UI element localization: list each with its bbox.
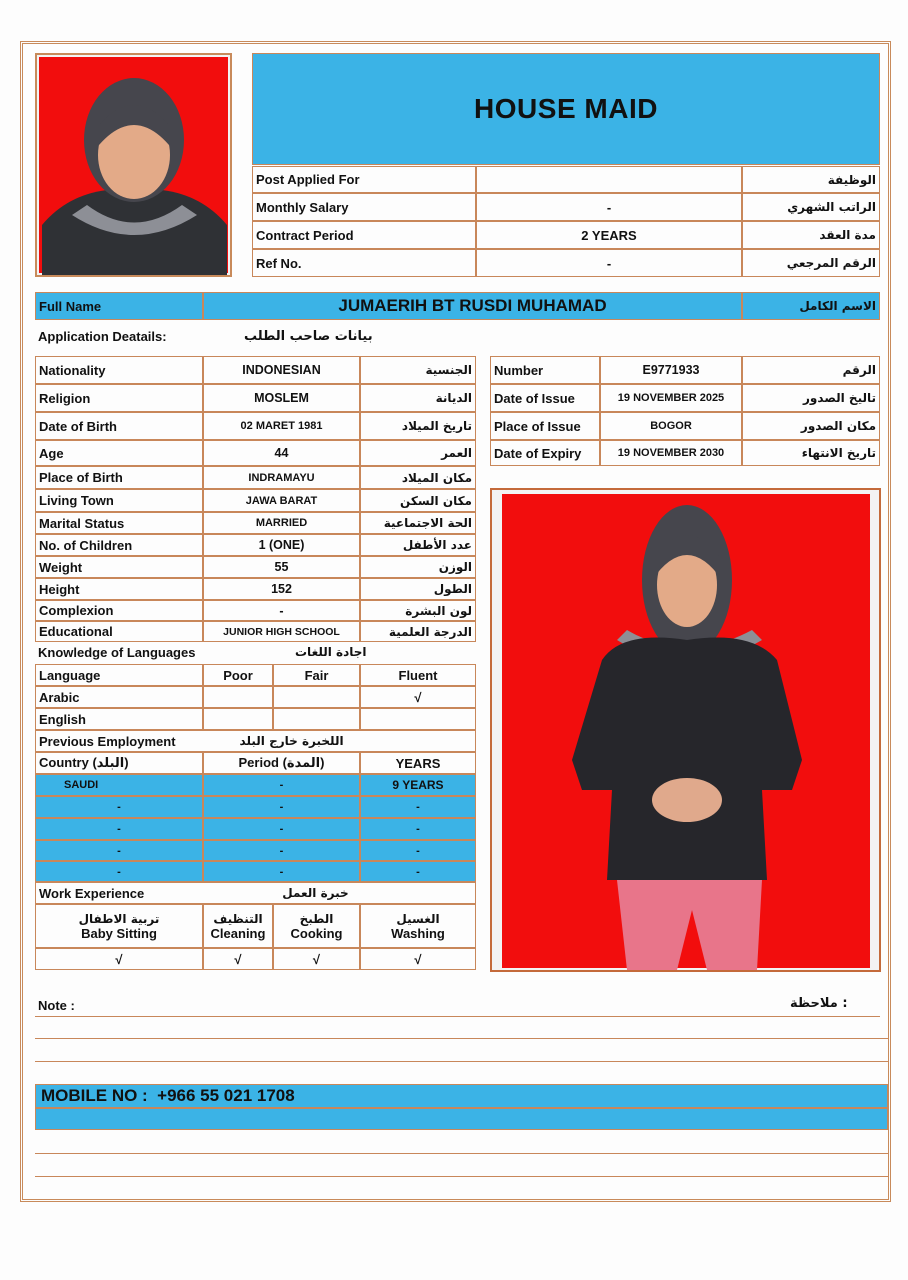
employment-row-years: - [360,818,476,840]
washing-label: Washing [391,925,445,941]
application-arabic: بيانات صاحب الطلب [244,329,373,344]
complexion-value: - [203,600,360,621]
nationality-label: Nationality [35,356,203,384]
employment-title-arabic: اللخبرة خارج البلد [239,734,344,748]
children-value: 1 (ONE) [203,534,360,556]
weight-label: Weight [35,556,203,578]
salary-value: - [476,193,742,221]
passport-number-value: E9771933 [600,356,742,384]
education-arabic: الدرجة العلمية [360,621,476,642]
passport-number-arabic: الرقم [742,356,880,384]
marital-arabic: الحة الاجتماعية [360,512,476,534]
baby-sitting-arabic: تربية الاطفال [78,911,160,926]
post-label: Post Applied For [252,166,476,193]
full-name-value: JUMAERIH BT RUSDI MUHAMAD [203,292,742,320]
arabic-language: Arabic [35,686,203,708]
expiry-date-label: Date of Expiry [490,440,600,466]
period-header: Period (المدة) [203,752,360,774]
full-name-label: Full Name [35,292,203,320]
mobile-bar-lower [35,1108,888,1130]
weight-value: 55 [203,556,360,578]
rule-line [35,1038,888,1039]
full-body-figure-icon [492,490,879,970]
ref-arabic: الرقم المرجعي [742,249,880,277]
expiry-date-arabic: تاريخ الانتهاء [742,440,880,466]
employment-row-country: - [35,818,203,840]
employment-row-country: SAUDI [35,774,203,796]
nationality-arabic: الجنسية [360,356,476,384]
english-poor [203,708,273,730]
note-line [35,1016,880,1017]
employment-row-years: - [360,796,476,818]
note-label: Note : [38,998,75,1013]
dob-arabic: تاريخ الميلاد [360,412,476,440]
cooking-arabic: الطبخ [299,911,334,926]
age-value: 44 [203,440,360,466]
post-arabic: الوظيفة [742,166,880,193]
contract-value: 2 YEARS [476,221,742,249]
employment-row-country: - [35,796,203,818]
languages-title: Knowledge of Languages [38,645,196,660]
religion-value: MOSLEM [203,384,360,412]
portrait-figure-icon [37,55,230,275]
employment-row-period: - [203,840,360,861]
fair-header: Fair [273,664,360,686]
weight-arabic: الوزن [360,556,476,578]
pob-value: INDRAMAYU [203,466,360,489]
issue-date-value: 19 NOVEMBER 2025 [600,384,742,412]
marital-value: MARRIED [203,512,360,534]
employment-row-period: - [203,818,360,840]
employment-row-years: - [360,840,476,861]
work-title [35,882,476,904]
portrait-photo [35,53,232,277]
issue-date-arabic: تاليخ الصدور [742,384,880,412]
english-language: English [35,708,203,730]
fluent-header: Fluent [360,664,476,686]
work-title-text: Work Experience [39,885,145,901]
arabic-poor [203,686,273,708]
cooking-check: √ [273,948,360,970]
issue-place-arabic: مكان الصدور [742,412,880,440]
rule-line [35,1153,888,1154]
employment-row-years: - [360,861,476,882]
religion-arabic: الديانة [360,384,476,412]
work-item-cooking [273,904,360,948]
rule-line [35,1176,888,1177]
poor-header: Poor [203,664,273,686]
issue-date-label: Date of Issue [490,384,600,412]
page-title: HOUSE MAID [474,93,658,124]
work-item-cleaning [203,904,273,948]
employment-title [35,730,476,752]
salary-label: Monthly Salary [252,193,476,221]
town-label: Living Town [35,489,203,512]
application-label: Application Deatails: [38,329,167,344]
employment-row-country: - [35,840,203,861]
employment-row-period: - [203,861,360,882]
employment-row-period: - [203,796,360,818]
full-name-arabic: الاسم الكامل [742,292,880,320]
note-arabic: ملاحظة : [790,996,848,1011]
pob-label: Place of Birth [35,466,203,489]
cooking-label: Cooking [290,925,343,941]
salary-arabic: الراتب الشهري [742,193,880,221]
issue-place-label: Place of Issue [490,412,600,440]
dob-label: Date of Birth [35,412,203,440]
employment-row-period: - [203,774,360,796]
arabic-fair [273,686,360,708]
nationality-value: INDONESIAN [203,356,360,384]
cleaning-label: Cleaning [210,925,266,941]
contract-arabic: مدة العقد [742,221,880,249]
country-header: Country (البلد) [35,752,203,774]
years-header: YEARS [360,752,476,774]
pob-arabic: مكان الميلاد [360,466,476,489]
employment-title-text: Previous Employment [39,733,176,749]
arabic-fluent: √ [360,686,476,708]
work-item-washing [360,904,476,948]
mobile-bar [35,1084,888,1108]
complexion-label: Complexion [35,600,203,621]
height-label: Height [35,578,203,600]
age-label: Age [35,440,203,466]
contract-label: Contract Period [252,221,476,249]
complexion-arabic: لون البشرة [360,600,476,621]
language-header: Language [35,664,203,686]
town-value: JAWA BARAT [203,489,360,512]
baby-sitting-check: √ [35,948,203,970]
town-arabic: مكان السكن [360,489,476,512]
work-item-baby-sitting [35,904,203,948]
dob-value: 02 MARET 1981 [203,412,360,440]
cleaning-arabic: التنظيف [213,911,263,926]
cleaning-check: √ [203,948,273,970]
english-fluent [360,708,476,730]
work-title-arabic: خبرة العمل [282,886,349,900]
marital-label: Marital Status [35,512,203,534]
post-value [476,166,742,193]
religion-label: Religion [35,384,203,412]
employment-row-country: - [35,861,203,882]
education-label: Educational [35,621,203,642]
english-fair [273,708,360,730]
children-arabic: عدد الأطفل [360,534,476,556]
passport-number-label: Number [490,356,600,384]
rule-line [35,1061,888,1062]
languages-title-arabic: اجادة اللغات [295,645,367,659]
mobile-number: MOBILE NO : +966 55 021 1708 [41,1086,295,1105]
title-banner [252,53,880,165]
employment-row-years: 9 YEARS [360,774,476,796]
washing-arabic: الغسيل [396,911,440,926]
ref-label: Ref No. [252,249,476,277]
washing-check: √ [360,948,476,970]
issue-place-value: BOGOR [600,412,742,440]
education-value: JUNIOR HIGH SCHOOL [203,621,360,642]
baby-sitting-label: Baby Sitting [81,925,157,941]
full-body-photo [490,488,881,972]
height-arabic: الطول [360,578,476,600]
age-arabic: العمر [360,440,476,466]
expiry-date-value: 19 NOVEMBER 2030 [600,440,742,466]
ref-value: - [476,249,742,277]
children-label: No. of Children [35,534,203,556]
height-value: 152 [203,578,360,600]
